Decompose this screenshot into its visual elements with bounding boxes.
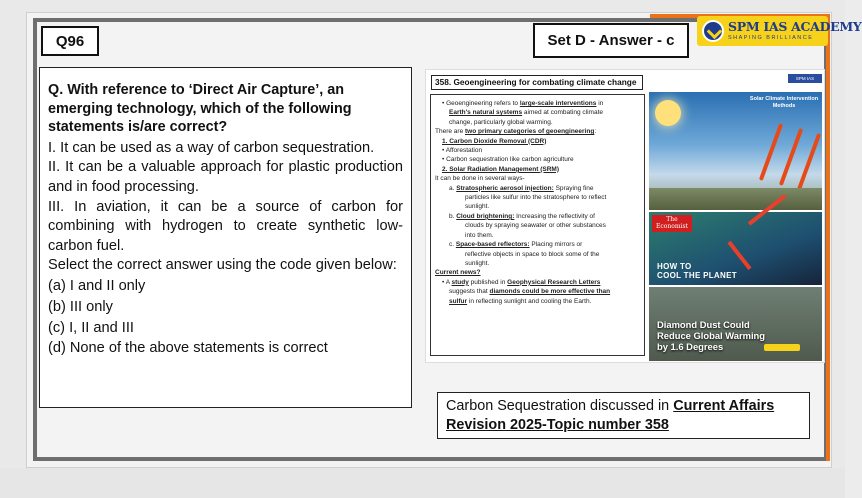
document-title: 358. Geoengineering for combating climate change [431,75,643,90]
doc-line: clouds by spraying seawater or other substances [465,222,606,230]
climate-image-caption: Solar Climate Intervention Methods [749,96,819,109]
doc-line: sunlight. [465,259,490,267]
sun-icon [655,100,681,126]
doc-line: 2. Solar Radiation Management (SRM) [442,165,560,173]
question-heading: Q. With reference to ‘Direct Air Capture’, an emerging technology, which of the following statements is/are correct? [48,82,352,136]
statement-1: I. It can be used as a way of carbon sequestration. [48,139,375,156]
instruction: Select the correct answer using the code given below: [48,257,397,274]
option-d: (d) None of the above statements is correct [48,340,328,357]
question-number: Q96 [55,32,85,50]
heat-wave-icon [759,123,783,181]
accent-border-right [826,14,830,461]
academy-logo [697,16,862,46]
doc-line: c. Space-based reflectors: Placing mirrors or [449,241,583,249]
doc-line: change, particularly global warming. [449,118,553,126]
doc-line: sulfur in reflecting sunlight and cooling the Earth. [449,297,592,305]
doc-line: a. Stratospheric aerosol injection: Spraying fine [449,184,594,192]
statement-3: III. In aviation, it can be a source of carbon for combining with hydrogen to create synthetic low-carbon fuel. [48,198,403,254]
doc-line: b. Cloud brightening: Increasing the reflectivity of [449,212,595,220]
option-b: (b) III only [48,298,113,315]
diamond-dust-headline: Diamond Dust Could Reduce Global Warming by 1.6 Degrees [657,319,765,352]
question-panel [39,67,412,408]
doc-line: Earth's natural systems aimed at combating climate [449,109,604,117]
climate-intervention-image [649,92,822,210]
logo-badge [764,344,800,351]
topic-document-image [425,69,825,363]
document-logo: SPM IAS ACADEMY [788,74,822,83]
bottom-strip [0,468,845,498]
doc-line: 1. Carbon Dioxide Removal (CDR) [442,137,547,145]
topic-link[interactable]: Current Affairs Revision 2025-Topic number 358 [446,398,775,433]
logo-tagline: SHAPING BRILLIANCE [728,34,814,41]
economist-title: HOW TO COOL THE PLANET [657,262,737,280]
set-answer: Set D - Answer - c [547,32,675,49]
document-text [430,94,645,356]
logo-name: SPM IAS ACADEMY [728,19,862,34]
doc-line: particles like sulfur into the stratosphere to reflect [465,194,607,202]
doc-line: • Afforestation [442,147,483,155]
set-answer-box [533,23,689,58]
doc-line: reflective objects in space to block some of the [465,250,600,258]
economist-tag: The Economist [652,215,692,232]
doc-line: sunlight. [465,203,490,211]
economist-cover-image [649,212,822,285]
doc-line: There are two primary categories of geoengineering: [435,128,597,136]
option-a: (a) I and II only [48,277,146,294]
ground-shape [649,188,822,210]
heat-wave-icon [779,128,803,186]
doc-line: It can be done in several ways- [435,175,525,183]
doc-line: • Carbon sequestration like carbon agriculture [442,156,574,164]
statement-2: II. It can be a valuable approach for plastic production and in food processing. [48,159,403,195]
reference-note [437,392,810,439]
doc-line: • A study published in Geophysical Research Letters [442,278,601,286]
note-prefix: Carbon Sequestration discussed in [446,398,674,414]
check-circle-icon [702,20,724,42]
question-number-box [41,26,99,56]
doc-line: • Geoengineering refers to large-scale interventions in [442,100,604,107]
diamond-dust-image [649,287,822,361]
doc-line: suggests that diamonds could be more effective than [449,288,611,296]
heat-wave-icon [797,133,821,191]
option-c: (c) I, II and III [48,319,134,336]
doc-line: into them. [465,231,494,239]
doc-line: Current news? [435,269,481,277]
